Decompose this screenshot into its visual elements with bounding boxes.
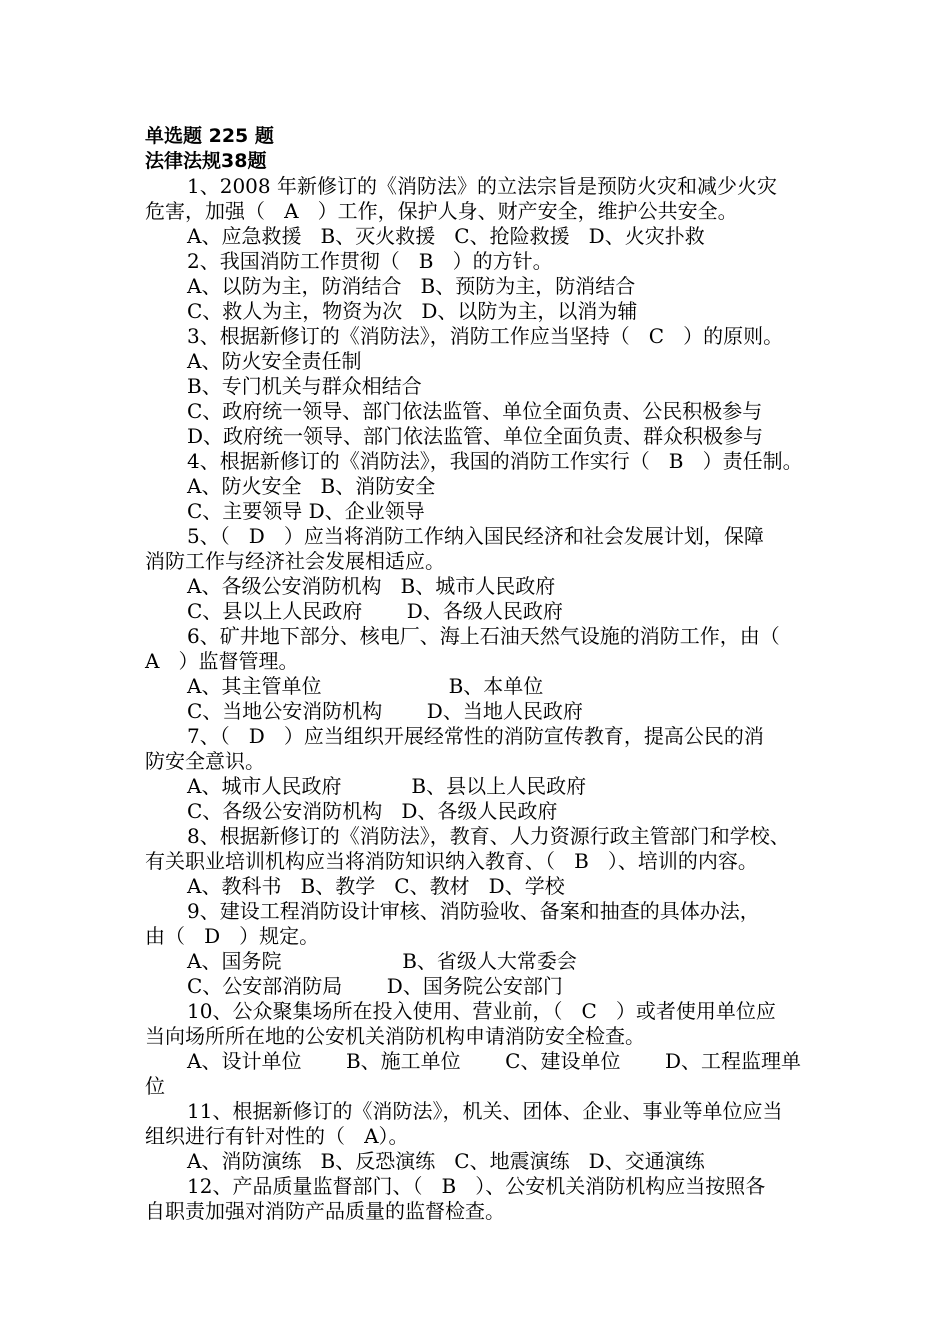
question-9-options-2: C、公安部消防局 D、国务院公安部门 bbox=[187, 974, 563, 998]
question-3-option-b: B、专门机关与群众相结合 bbox=[187, 374, 422, 398]
question-3-option-c: C、政府统一领导、部门依法监管、单位全面负责、公民积极参与 bbox=[187, 399, 763, 423]
question-4-line-1: 4、根据新修订的《消防法》，我国的消防工作实行（ B ）责任制。 bbox=[187, 449, 803, 473]
question-11-options: A、消防演练 B、反恐演练 C、地震演练 D、交通演练 bbox=[187, 1149, 705, 1173]
question-5-options-1: A、各级公安消防机构 B、城市人民政府 bbox=[187, 574, 556, 598]
question-7-line-2: 防安全意识。 bbox=[145, 749, 265, 773]
question-7-options-1: A、城市人民政府 B、县以上人民政府 bbox=[187, 774, 587, 798]
question-4-options-2: C、主要领导 D、企业领导 bbox=[187, 499, 425, 523]
question-2-options-1: A、以防为主，防消结合 B、预防为主，防消结合 bbox=[187, 274, 636, 298]
question-10-line-2: 当向场所所在地的公安机关消防机构申请消防安全检查。 bbox=[145, 1024, 645, 1048]
question-10-options-wrap: 位 bbox=[145, 1074, 165, 1098]
question-6-options-2: C、当地公安消防机构 D、当地人民政府 bbox=[187, 699, 583, 723]
question-9-line-1: 9、建设工程消防设计审核、消防验收、备案和抽查的具体办法， bbox=[187, 899, 760, 923]
question-8-line-1: 8、根据新修订的《消防法》，教育、人力资源行政主管部门和学校、 bbox=[187, 824, 790, 848]
question-6-line-2: A ）监督管理。 bbox=[145, 649, 299, 673]
question-10-line-1: 10、公众聚集场所在投入使用、营业前，（ C ）或者使用单位应 bbox=[187, 999, 776, 1023]
question-1-line-1: 1、2008 年新修订的《消防法》的立法宗旨是预防火灾和减少火灾 bbox=[187, 174, 777, 198]
question-8-line-2: 有关职业培训机构应当将消防知识纳入教育、（ B ）、培训的内容。 bbox=[145, 849, 758, 873]
question-5-line-1: 5、（ D ）应当将消防工作纳入国民经济和社会发展计划，保障 bbox=[187, 524, 764, 548]
question-4-options-1: A、防火安全 B、消防安全 bbox=[187, 474, 436, 498]
question-11-line-1: 11、根据新修订的《消防法》，机关、团体、企业、事业等单位应当 bbox=[187, 1099, 783, 1123]
question-7-options-2: C、各级公安消防机构 D、各级人民政府 bbox=[187, 799, 558, 823]
question-9-options-1: A、国务院 B、省级人大常委会 bbox=[187, 949, 577, 973]
question-10-options: A、设计单位 B、施工单位 C、建设单位 D、工程监理单 bbox=[187, 1049, 801, 1073]
question-1-line-2: 危害，加强（ A ）工作，保护人身、财产安全，维护公共安全。 bbox=[145, 199, 738, 223]
question-7-line-1: 7、（ D ）应当组织开展经常性的消防宣传教育，提高公民的消 bbox=[187, 724, 764, 748]
question-11-line-2: 组织进行有针对性的（ A）。 bbox=[145, 1124, 409, 1148]
question-2-line-1: 2、我国消防工作贯彻（ B ）的方针。 bbox=[187, 249, 553, 273]
question-1-options: A、应急救援 B、灭火救援 C、抢险救援 D、火灾扑救 bbox=[187, 224, 705, 248]
document-heading: 单选题 225 题 bbox=[145, 125, 274, 147]
question-12-line-1: 12、产品质量监督部门、（ B ）、公安机关消防机构应当按照各 bbox=[187, 1174, 766, 1198]
question-2-options-2: C、救人为主，物资为次 D、以防为主，以消为辅 bbox=[187, 299, 638, 323]
question-6-options-1: A、其主管单位 B、本单位 bbox=[187, 674, 544, 698]
question-3-line-1: 3、根据新修订的《消防法》，消防工作应当坚持（ C ）的原则。 bbox=[187, 324, 784, 348]
question-5-line-2: 消防工作与经济社会发展相适应。 bbox=[145, 549, 445, 573]
question-5-options-2: C、县以上人民政府 D、各级人民政府 bbox=[187, 599, 563, 623]
section-title: 法律法规38题 bbox=[145, 150, 267, 172]
question-9-line-2: 由（ D ）规定。 bbox=[145, 924, 320, 948]
question-3-option-a: A、防火安全责任制 bbox=[187, 349, 362, 373]
question-8-options: A、教科书 B、教学 C、教材 D、学校 bbox=[187, 874, 565, 898]
question-12-line-2: 自职责加强对消防产品质量的监督检查。 bbox=[145, 1199, 505, 1223]
question-6-line-1: 6、矿井地下部分、核电厂、海上石油天然气设施的消防工作，由（ bbox=[187, 624, 780, 648]
question-3-option-d: D、政府统一领导、部门依法监管、单位全面负责、群众积极参与 bbox=[187, 424, 764, 448]
